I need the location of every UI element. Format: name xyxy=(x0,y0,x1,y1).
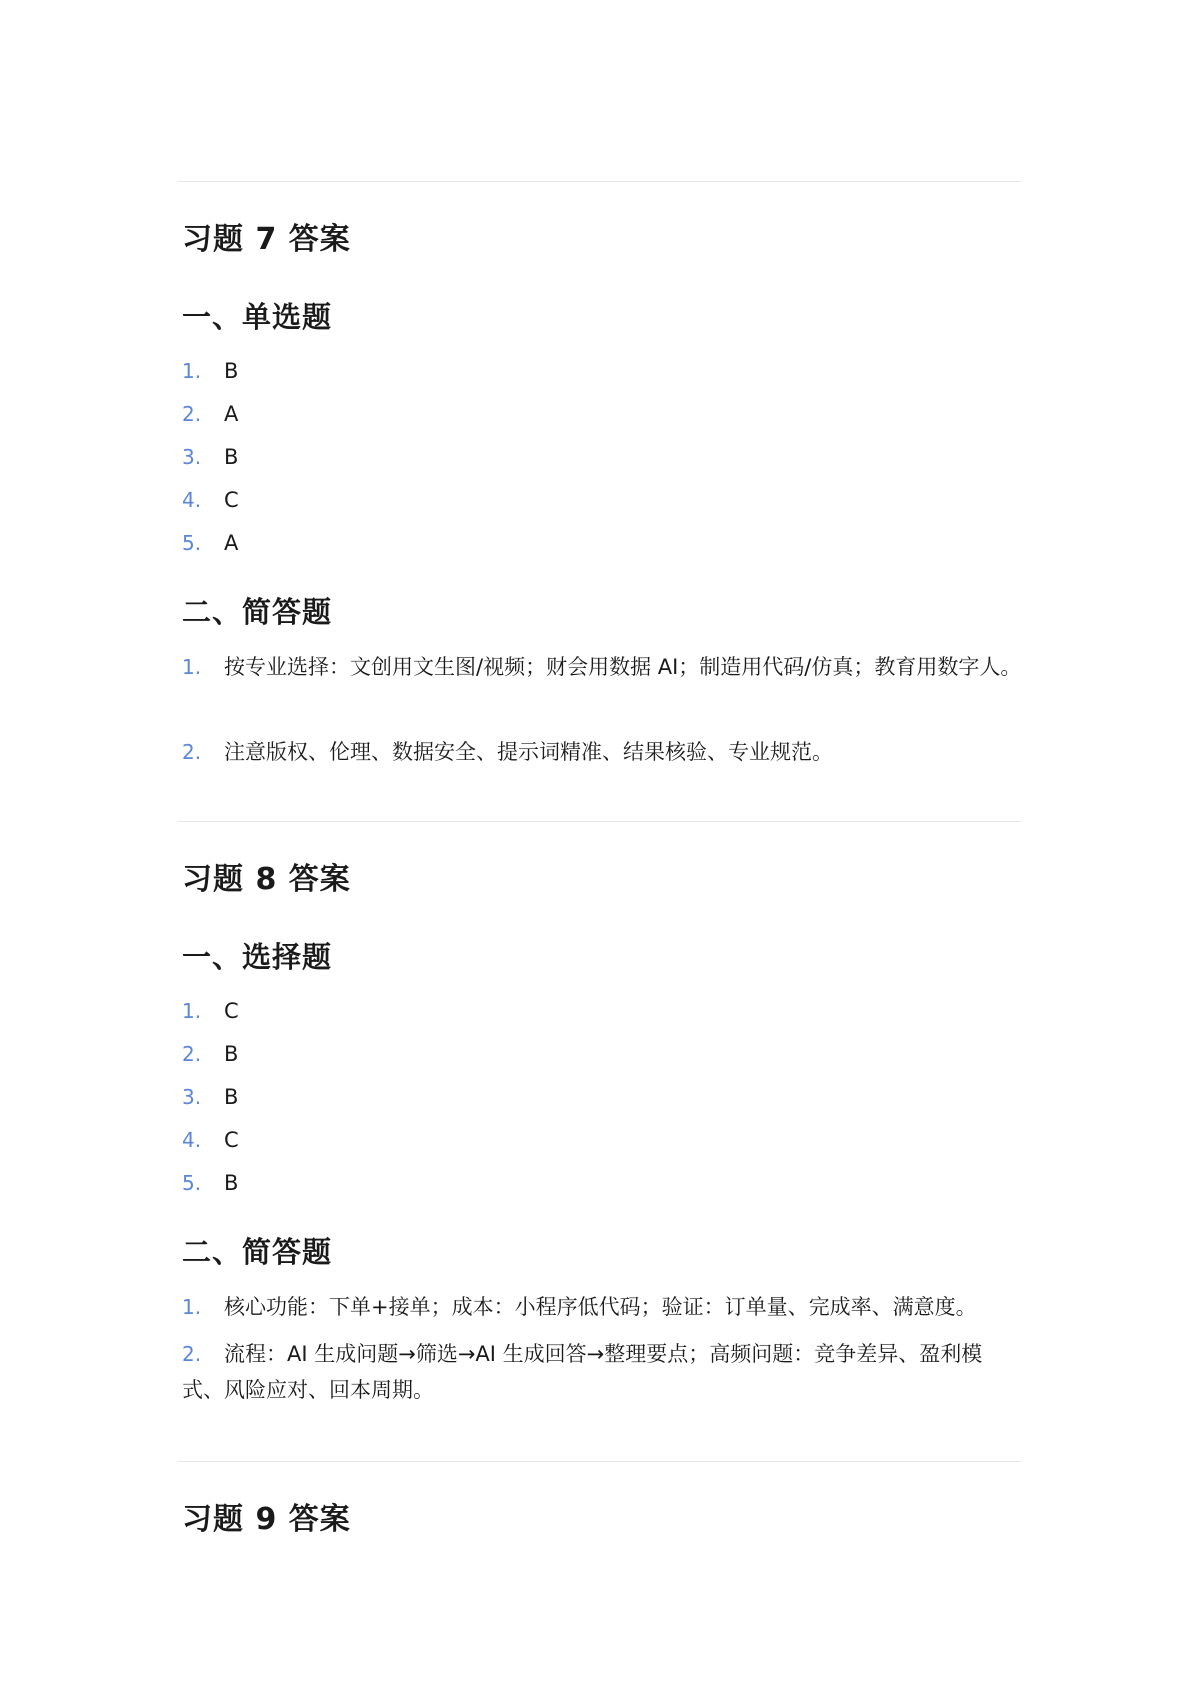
item-answer: A xyxy=(224,531,239,555)
item-number: 2. xyxy=(182,1342,202,1366)
short-answer-item xyxy=(182,1289,1022,1325)
item-answer: C xyxy=(224,999,239,1023)
list-item xyxy=(182,522,1022,565)
list-item xyxy=(182,479,1022,522)
section-divider xyxy=(178,821,1021,822)
item-number: 5. xyxy=(182,531,202,555)
item-number: 2. xyxy=(182,402,202,426)
list-item xyxy=(182,436,1022,479)
item-answer: 核心功能：下单+接单；成本：小程序低代码；验证：订单量、完成率、满意度。 xyxy=(224,1295,977,1319)
item-answer: B xyxy=(224,445,239,469)
subsection-heading: 二、简答题 xyxy=(182,1235,333,1269)
list-item xyxy=(182,393,1022,436)
list-item xyxy=(182,990,1022,1033)
section-divider xyxy=(178,1461,1021,1462)
item-number: 5. xyxy=(182,1171,202,1195)
section-title: 习题 8 答案 xyxy=(182,862,351,897)
subsection-heading: 一、单选题 xyxy=(182,300,333,334)
item-answer: B xyxy=(224,1042,239,1066)
list-item xyxy=(182,1162,1022,1205)
section-title: 习题 7 答案 xyxy=(182,222,351,257)
list-item xyxy=(182,1033,1022,1076)
item-number: 1. xyxy=(182,999,202,1023)
subsection-heading: 二、简答题 xyxy=(182,595,333,629)
short-answer-item xyxy=(182,649,1022,685)
item-number: 4. xyxy=(182,488,202,512)
list-item xyxy=(182,1076,1022,1119)
list-item xyxy=(182,1119,1022,1162)
section-divider xyxy=(178,181,1021,182)
item-number: 2. xyxy=(182,740,202,764)
answer-list xyxy=(182,990,1022,1205)
item-answer: A xyxy=(224,402,239,426)
short-answer-item xyxy=(182,734,1022,770)
item-answer: B xyxy=(224,1171,239,1195)
item-answer: C xyxy=(224,1128,239,1152)
item-answer: C xyxy=(224,488,239,512)
answer-list xyxy=(182,350,1022,565)
list-item xyxy=(182,350,1022,393)
item-number: 3. xyxy=(182,1085,202,1109)
short-answer-item xyxy=(182,1336,1022,1408)
section-title: 习题 9 答案 xyxy=(182,1502,351,1537)
item-answer: 按专业选择：文创用文生图/视频；财会用数据 AI；制造用代码/仿真；教育用数字人。 xyxy=(224,655,1022,679)
item-answer: 注意版权、伦理、数据安全、提示词精准、结果核验、专业规范。 xyxy=(224,740,833,764)
item-number: 1. xyxy=(182,655,202,679)
item-number: 3. xyxy=(182,445,202,469)
subsection-heading: 一、选择题 xyxy=(182,940,333,974)
item-answer: B xyxy=(224,1085,239,1109)
item-answer: 流程：AI 生成问题→筛选→AI 生成回答→整理要点；高频问题：竞争差异、盈利模式、风险应对、回本周期。 xyxy=(182,1342,983,1402)
item-answer: B xyxy=(224,359,239,383)
item-number: 1. xyxy=(182,359,202,383)
item-number: 4. xyxy=(182,1128,202,1152)
item-number: 2. xyxy=(182,1042,202,1066)
item-number: 1. xyxy=(182,1295,202,1319)
